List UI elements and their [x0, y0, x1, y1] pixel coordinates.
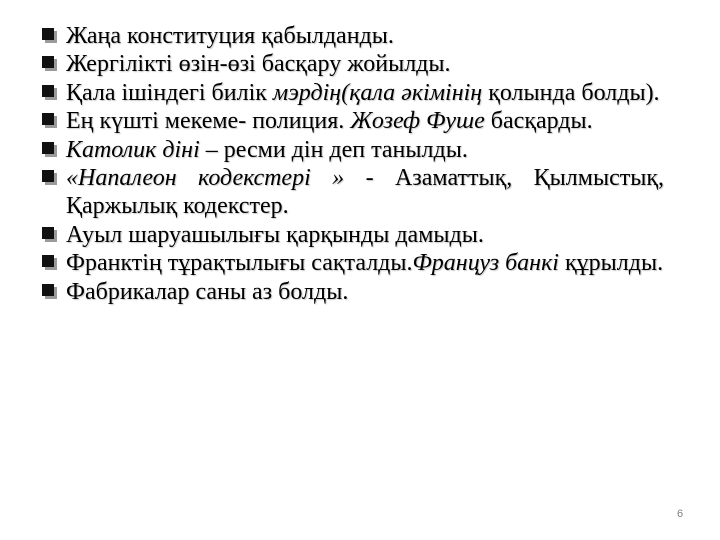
bullet-text: қолында болды).: [482, 79, 660, 106]
page-number: 6: [676, 508, 684, 520]
bullet-text: Ауыл шаруашылығы қарқынды дамыды.: [66, 221, 484, 248]
square-bullet-icon: [42, 142, 56, 156]
bullet-text: Жергілікті өзін-өзі басқару жойылды.: [66, 51, 451, 78]
slide-content: [40, 22, 664, 306]
bullet-text: Жаңа конституция қабылданды.: [66, 23, 394, 49]
bullet-text: басқарды.: [484, 108, 593, 135]
bullet-text: құрылды.: [558, 250, 664, 277]
square-bullet-icon: [42, 56, 56, 70]
square-bullet-icon: [42, 170, 56, 184]
bullet-text-italic: Француз банкі: [412, 250, 559, 277]
bullet-item: [40, 136, 664, 164]
bullet-text: - Азаматтық, Қылмыстық, Қаржылық кодекстер.: [66, 165, 664, 220]
bullet-text: Ең күшті мекеме- полиция.: [66, 108, 351, 135]
bullet-text-italic: Жозеф Фуше: [350, 108, 485, 135]
bullet-text-italic: Католик діні: [66, 136, 200, 163]
square-bullet-icon: [42, 85, 56, 99]
bullet-item: [40, 221, 664, 249]
bullet-text: Қала ішіндегі билік: [66, 79, 273, 106]
square-bullet-icon: [42, 113, 56, 127]
bullet-text-italic: «Напалеон кодекстері »: [66, 165, 345, 192]
bullet-text: Франктің тұрақтылығы сақталды.: [66, 250, 413, 277]
bullet-list: [40, 22, 664, 306]
square-bullet-icon: [42, 255, 56, 269]
bullet-item: [40, 22, 664, 50]
bullet-item: [40, 164, 664, 221]
bullet-text: – ресми дін деп танылды.: [199, 136, 468, 163]
bullet-text-italic: мэрдің(қала әкімінің: [272, 79, 483, 106]
bullet-item: [40, 278, 664, 306]
bullet-item: [40, 50, 664, 78]
bullet-text: Фабрикалар саны аз болды.: [66, 278, 349, 305]
bullet-item: [40, 249, 664, 277]
square-bullet-icon: [42, 227, 56, 241]
square-bullet-icon: [42, 284, 56, 298]
bullet-item: [40, 107, 664, 135]
bullet-item: [40, 79, 664, 107]
square-bullet-icon: [42, 28, 56, 42]
